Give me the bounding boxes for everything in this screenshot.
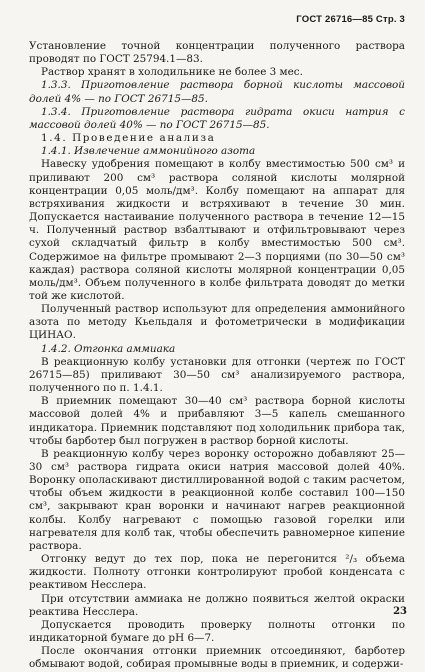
paragraph-15: После окончания отгонки приемник отсоединяют, барботер обмывают водой, собирая промывные воды в приемник, и содержи- (29, 645, 405, 671)
section-1-4-2-heading: 1.4.2. Отгонка аммиака (41, 342, 176, 355)
section-1-3-3: 1.3.3. Приготовление раствора борной кислоты массовой долей 4% — по ГОСТ 26715—85. (29, 79, 405, 105)
page-header: ГОСТ 26716—85 Стр. 3 (296, 14, 405, 25)
document-body (29, 40, 405, 672)
section-1-4-heading: 1.4. Проведение анализа (41, 132, 216, 145)
paragraph-13: При отсутствии аммиака не должно появиться желтой окраски реактива Несслера. (29, 592, 405, 618)
paragraph-0: Установление точной концентрации полученного раствора проводят по ГОСТ 25794.1—83. (29, 40, 405, 66)
paragraph-9: В реакционную колбу установки для отгонки (чертеж по ГОСТ 26715—85) приливают 30—50 см³ анализируемого раствора, полученного по п. 1.4.1. (29, 355, 405, 395)
section-1-4-1-heading: 1.4.1. Извлечение аммонийного азота (41, 145, 256, 158)
paragraph-14: Допускается проводить проверку полноты отгонки по индикаторной бумаге до pH 6—7. (29, 618, 405, 645)
paragraph-6: Навеску удобрения помещают в колбу вместимостью 500 см³ и приливают 200 см³ раствора соляной кислоты молярной концентрации 0,05 моль/дм³. Колбу помещают на аппарат для встряхивания жидкости и встряхивают в течение 30 мин. Допускается настаивание полученного раствора в течение 12—15 ч. Полученный раствор взбалтывают и отфильтровывают через сухой складчатый фильтр в колбу вместимостью 500 см³. Содержимое на фильтре промывают 2—3 порциями (по 30—50 см³ каждая) раствора соляной кислоты молярной концентрации 0,05 моль/дм³. Объем полученного в колбе фильтрата доводят до метки той же кислотой. (29, 158, 405, 302)
paragraph-11: В реакционную колбу через воронку осторожно добавляют 25—30 см³ раствора гидрата окиси натрия массовой долей 40%. Воронку ополаскивают дистиллированной водой с таким расчетом, чтобы объем жидкости в реакционной колбе составил 100—150 см³, закрывают кран воронки и начинают нагрев реакционной колбы. Колбу нагревают с помощью газовой горелки или нагревателя для колб так, чтобы обеспечить равномерное кипение раствора. (29, 447, 405, 552)
paragraph-12: Отгонку ведут до тех пор, пока не перегонится ²/₃ объема жидкости. Полноту отгонки контролируют пробой конденсата с реактивом Несслера. (29, 553, 405, 592)
section-1-3-4: 1.3.4. Приготовление раствора гидрата окиси натрия с массовой долей 40% — по ГОСТ 26715—85. (29, 105, 405, 131)
page-number: 23 (393, 606, 407, 617)
paragraph-7: Полученный раствор используют для определения аммонийного азота по методу Кьельдаля и фотометрически в модификации ЦИНАО. (29, 303, 405, 342)
paragraph-10: В приемник помещают 30—40 см³ раствора борной кислоты массовой долей 4% и прибавляют 3—5 капель смешанного индикатора. Приемник подставляют под холодильник прибора так, чтобы барботер был погружен в раствор борной кислоты. (29, 395, 405, 447)
paragraph-1: Раствор хранят в холодильнике не более 3 мес. (41, 66, 303, 79)
